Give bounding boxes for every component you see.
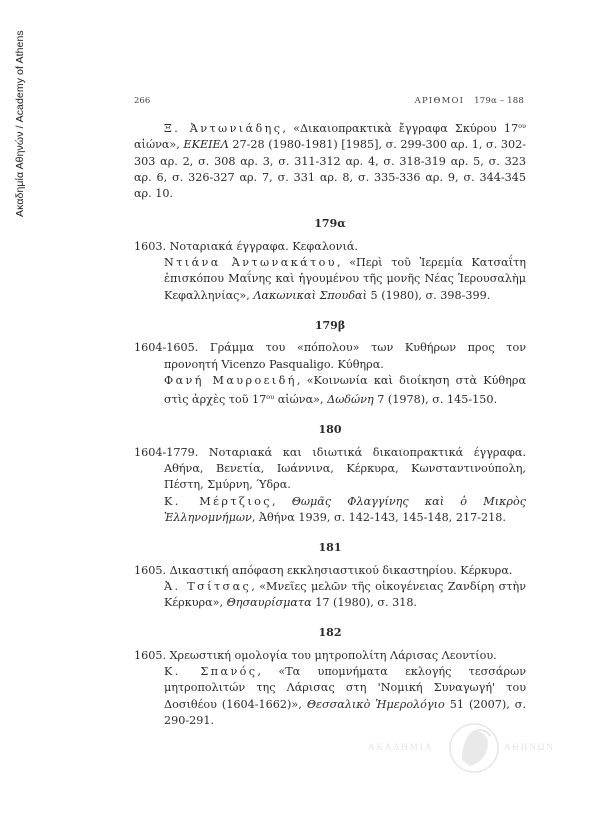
citation-text: , «Μνεῖες μελῶν τῆς οἰκογένειας Ζανδίρη στὴν Κέρκυρα», — [164, 579, 526, 610]
citation-text: 27-28 (1980-1981) [1985], σ. 299-300 αρ. 1, σ. 302-303 αρ. 2, σ. 308 αρ. 3, σ. 311-312 αρ. 4, σ. 318-319 αρ. 5, σ. 323 αρ. 6, σ. 326-327 αρ. 7, σ. 331 αρ. 8, σ. 335-336 αρ. 9, σ. 344-345 αρ. 10. — [134, 138, 526, 201]
section-number: 180 — [318, 423, 342, 437]
citation-text: , — [271, 494, 292, 508]
author-name: Κ. Σπανός — [164, 665, 258, 679]
academy-watermark — [368, 720, 568, 780]
superscript: ου — [518, 122, 526, 130]
journal-title: Δωδώνη — [327, 393, 374, 407]
entry-heading: 1604-1779. Νοταριακά και ιδιωτικά δικαιοπρακτικά έγγραφα. Αθήνα, Βενετία, Ιωάννινα, Κέρκυρα, Κωνσταντινούπολη, Πέστη, Σμύρνη, Ύδρα. — [134, 445, 526, 492]
citation-text: 51 (2007), σ. 290-291. — [164, 697, 527, 727]
archive-side-label: Ακαδημία Αθηνών / Academy of Athens — [14, 30, 26, 217]
page-number: 266 — [134, 96, 151, 106]
journal-title: ΕΚΕΙΕΛ — [183, 138, 229, 152]
citation-text: , Ἀθήνα 1939, σ. 142-143, 145-148, 217-218. — [251, 510, 506, 524]
citation-text: , «Περὶ τοῦ Ἱερεμία Κατσαΐτη ἐπισκόπου Μαΐνης καὶ ἡγουμένου τῆς μονῆς Νέας Ἱερουσαλὴμ Κεφαλληνίας», — [164, 256, 526, 302]
athena-head-icon — [448, 720, 500, 776]
bibliography-paragraph — [134, 579, 526, 612]
citation-text: , «Κοινωνία καὶ διοίκηση στὰ Κύθηρα στὶς ἀρχὲς τοῦ 17 — [164, 373, 526, 407]
bibliography-paragraph — [134, 118, 526, 202]
citation-text: αἰώνα», — [274, 393, 328, 407]
journal-title: Λακωνικαὶ Σπουδαὶ — [253, 288, 367, 302]
journal-title: Θεσσαλικὸ Ἡμερολόγιο — [306, 697, 445, 711]
citation-text: , «Δικαιοπρακτικὰ ἔγγραφα Σκύρου 17 — [282, 122, 519, 135]
citation-text: 5 (1980), σ. 398-399. — [367, 288, 491, 302]
author-name: Φανή Μαυροειδή — [164, 373, 297, 387]
author-name: Ἀ. Τσίτσας — [164, 579, 252, 593]
running-title — [415, 96, 524, 106]
page-content — [134, 118, 526, 729]
citation-text: 17 (1980), σ. 318. — [311, 596, 417, 610]
author-name: Ξ. Ἀντωνιάδης — [164, 122, 283, 135]
running-title-range: 179α – 188 — [474, 96, 524, 106]
entry-heading: 1603. Νοταριακά έγγραφα. Κεφαλονιά. — [134, 239, 358, 253]
author-name: Κ. Μέρτζιος — [164, 494, 272, 508]
superscript: ου — [266, 393, 275, 402]
entry-heading: 1604-1605. Γράμμα του «πόπολου» των Κυθήρων προς τον προνοητή Vicenzo Pasqualigo. Κύθηρα. — [134, 341, 526, 371]
bibliography-paragraph — [134, 494, 526, 527]
citation-text: αἰώνα», — [134, 138, 184, 152]
bibliography-paragraph — [134, 373, 526, 409]
running-header — [134, 96, 524, 106]
entry-heading: 1605. Χρεωστική ομολογία του μητροπολίτη Λάρισας Λεοντίου. — [134, 648, 497, 662]
section-number: 182 — [318, 626, 342, 640]
journal-title: Θησαυρίσματα — [226, 596, 312, 610]
section-number: 179β — [314, 318, 346, 332]
citation-text: , «Τα υπομνήματα εκλογής τεσσάρων μητροπολιτών της Λάρισας στη 'Νομική Συναγωγή' του Δοσιθέου (1604-1662)», — [164, 665, 526, 711]
section-number: 181 — [318, 541, 342, 555]
citation-text: 7 (1978), σ. 145-150. — [373, 393, 498, 407]
entry-heading: 1605. Δικαστική απόφαση εκκλησιαστικού δικαστηρίου. Κέρκυρα. — [134, 563, 513, 577]
watermark-text-right: ΑΘΗΝΩΝ — [504, 742, 555, 752]
running-title-text: ΑΡΙΘΜΟΙ — [414, 96, 465, 106]
section-number: 179α — [314, 217, 346, 231]
journal-title: Θωμᾶς Φλαγγίνης καὶ ὁ Μικρὸς Ἑλληνομνήμων — [164, 494, 526, 524]
watermark-text-left: ΑΚΑΔΗΜΙΑ — [368, 742, 434, 752]
author-name: Ντιάνα Ἀντωνακάτου — [164, 256, 337, 270]
bibliography-paragraph — [134, 255, 526, 304]
